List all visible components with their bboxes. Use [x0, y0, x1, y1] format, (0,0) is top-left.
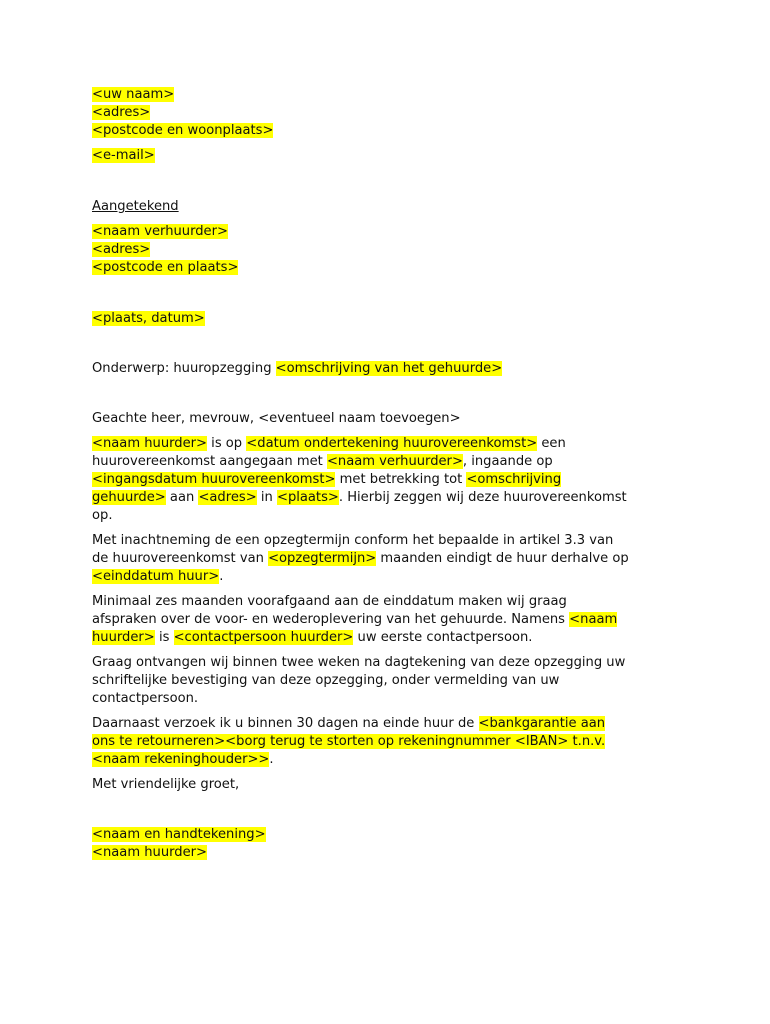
- p1-text: aan: [165, 490, 199, 505]
- p5-bank-guarantee: <bankgarantie aan: [478, 716, 606, 731]
- p4-text: Graag ontvangen wij binnen twee weken na dagtekening van deze opzegging uw: [92, 655, 626, 670]
- p5-text: Daarnaast verzoek ik u binnen 30 dagen na einde huur de: [92, 716, 479, 731]
- registered-label: Aangetekend: [92, 199, 179, 214]
- p1-tenant-name: <naam huurder>: [92, 436, 208, 451]
- recipient-address: <adres>: [92, 242, 151, 257]
- paragraph-1: [92, 435, 692, 525]
- p1-description-start: <omschrijving: [466, 472, 562, 487]
- subject-prefix: Onderwerp: huuropzegging: [92, 361, 276, 376]
- sender-block: [92, 86, 692, 165]
- p3-text: Minimaal zes maanden voorafgaand aan de einddatum maken wij graag: [92, 594, 567, 609]
- p2-notice-period: <opzegtermijn>: [268, 551, 377, 566]
- sender-email: <e-mail>: [92, 148, 155, 163]
- subject-line: [92, 360, 692, 378]
- p5-text: .: [269, 752, 274, 767]
- place-date: <plaats, datum>: [92, 311, 205, 326]
- p1-text: . Hierbij zeggen wij deze huurovereenkomst: [338, 490, 627, 505]
- salutation: Geachte heer, mevrouw, <eventueel naam toevoegen>: [92, 411, 461, 426]
- p1-text: in: [256, 490, 277, 505]
- sender-postal-city: <postcode en woonplaats>: [92, 123, 274, 138]
- p2-text: Met inachtneming de een opzegtermijn conform het bepaalde in artikel 3.3 van: [92, 533, 614, 548]
- p1-text: op.: [92, 508, 113, 523]
- p1-landlord-name: <naam verhuurder>: [326, 454, 463, 469]
- p3-tenant-name-start: <naam: [569, 612, 618, 627]
- sender-name: <uw naam>: [92, 87, 175, 102]
- p4-text: schriftelijke bevestiging van deze opzegging, onder vermelding van uw: [92, 673, 560, 688]
- recipient-block: [92, 223, 692, 277]
- signature-name: <naam en handtekening>: [92, 827, 266, 842]
- p2-text: maanden eindigt de huur derhalve op: [376, 551, 629, 566]
- p2-text: .: [219, 569, 224, 584]
- p1-text: huurovereenkomst aangegaan met: [92, 454, 327, 469]
- p1-text: is op: [207, 436, 247, 451]
- p3-text: afspraken over de voor- en wederoplevering van het gehuurde. Namens: [92, 612, 570, 627]
- sender-address: <adres>: [92, 105, 151, 120]
- signature-block: [92, 826, 692, 862]
- subject-placeholder: <omschrijving van het gehuurde>: [275, 361, 503, 376]
- p3-tenant-name-end: huurder>: [92, 630, 155, 645]
- p1-text: met betrekking tot: [335, 472, 467, 487]
- letter-page: [92, 86, 692, 862]
- p1-text: , ingaande op: [462, 454, 553, 469]
- paragraph-2: [92, 532, 692, 586]
- p1-address: <adres>: [198, 490, 257, 505]
- p2-end-date: <einddatum huur>: [92, 569, 220, 584]
- p1-place: <plaats>: [276, 490, 339, 505]
- p1-start-date: <ingangsdatum huurovereenkomst>: [92, 472, 336, 487]
- paragraph-4: [92, 654, 692, 708]
- p5-return-deposit: ons te retourneren><borg terug te storten op rekeningnummer <IBAN> t.n.v.: [92, 734, 606, 749]
- p1-signing-date: <datum ondertekening huurovereenkomst>: [246, 436, 538, 451]
- p3-text: is: [154, 630, 174, 645]
- p1-description-end: gehuurde>: [92, 490, 166, 505]
- p3-text: uw eerste contactpersoon.: [353, 630, 533, 645]
- recipient-name: <naam verhuurder>: [92, 224, 228, 239]
- p2-text: de huurovereenkomst van: [92, 551, 269, 566]
- signature-tenant: <naam huurder>: [92, 845, 208, 860]
- p3-contact-person: <contactpersoon huurder>: [173, 630, 354, 645]
- recipient-postal-city: <postcode en plaats>: [92, 260, 239, 275]
- p1-text: een: [537, 436, 566, 451]
- paragraph-3: [92, 593, 692, 647]
- p4-text: contactpersoon.: [92, 691, 199, 706]
- paragraph-5: [92, 715, 692, 769]
- p5-account-holder: <naam rekeninghouder>>: [92, 752, 270, 767]
- closing: Met vriendelijke groet,: [92, 777, 240, 792]
